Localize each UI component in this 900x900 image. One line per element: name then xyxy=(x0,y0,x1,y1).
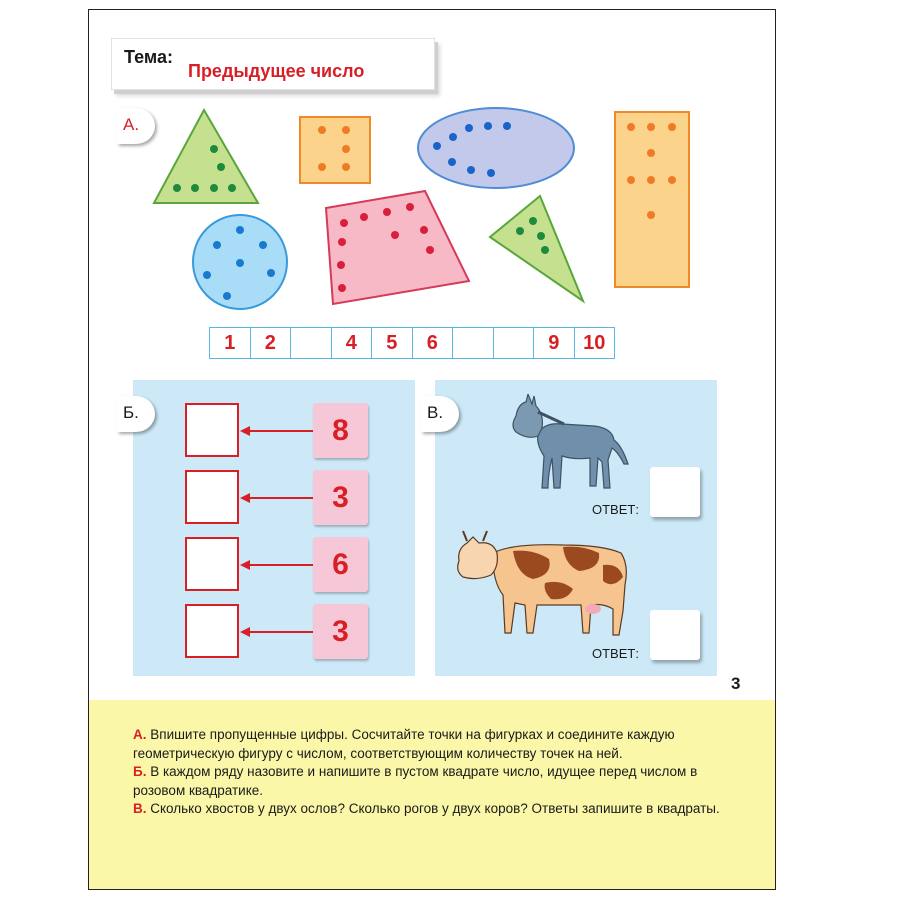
instruction-b xyxy=(133,763,733,800)
green-small-triangle-shape xyxy=(490,196,583,301)
section-b-badge xyxy=(117,396,155,432)
pink-quadrilateral-shape xyxy=(326,191,469,304)
answer-box-b2[interactable] xyxy=(185,470,239,524)
section-v-badge xyxy=(421,396,459,432)
section-v-label: В. xyxy=(427,403,444,422)
arrow-line xyxy=(247,564,313,566)
number-cell: 2 xyxy=(250,327,292,359)
topic-label: Тема: xyxy=(124,47,173,67)
green-triangle-shape xyxy=(154,110,258,203)
pink-number-box: 3 xyxy=(313,604,368,659)
topic-title: Предыдущее число xyxy=(188,61,365,81)
number-strip xyxy=(210,327,615,359)
instruction-a xyxy=(133,726,733,763)
section-a-label: А. xyxy=(123,115,140,134)
instructions-panel xyxy=(89,700,775,889)
cow-image xyxy=(453,525,635,640)
shapes-area xyxy=(89,10,775,320)
blue-circle-shape xyxy=(193,215,287,309)
pink-number-box: 3 xyxy=(313,470,368,525)
number-cell: 6 xyxy=(412,327,454,359)
orange-rectangle-shape xyxy=(615,112,689,287)
instruction-marker: В. xyxy=(133,801,147,816)
number-cell: 10 xyxy=(574,327,616,359)
instruction-text: В каждом ряду назовите и напишите в пустом квадрате число, идущее перед числом в розовом квадратике. xyxy=(133,764,698,798)
missing-number-cell[interactable] xyxy=(290,327,332,359)
answer-box-cow[interactable] xyxy=(650,610,700,660)
instruction-marker: А. xyxy=(133,727,147,742)
number-cell: 4 xyxy=(331,327,373,359)
number-cell: 1 xyxy=(209,327,251,359)
instruction-text: Впишите пропущенные цифры. Сосчитайте точки на фигурках и соедините каждую геометрическую фигуру с числом, соответствующим количеству точек на ней. xyxy=(133,727,675,761)
answer-box-donkey[interactable] xyxy=(650,467,700,517)
missing-number-cell[interactable] xyxy=(493,327,535,359)
pink-number-box: 6 xyxy=(313,537,368,592)
instruction-text: Сколько хвостов у двух ослов? Сколько рогов у двух коров? Ответы запишите в квадраты. xyxy=(146,801,720,816)
answer-box-b4[interactable] xyxy=(185,604,239,658)
instruction-v xyxy=(133,800,733,819)
workbook-page xyxy=(88,9,776,890)
number-cell: 5 xyxy=(371,327,413,359)
missing-number-cell[interactable] xyxy=(452,327,494,359)
answer-label-donkey: ОТВЕТ: xyxy=(592,502,639,517)
answer-box-b3[interactable] xyxy=(185,537,239,591)
donkey-image xyxy=(504,394,640,494)
instruction-marker: Б. xyxy=(133,764,147,779)
answer-box-b1[interactable] xyxy=(185,403,239,457)
page-number: 3 xyxy=(731,674,741,693)
arrow-line xyxy=(247,430,313,432)
section-b-label: Б. xyxy=(123,403,139,422)
arrow-line xyxy=(247,631,313,633)
orange-square-shape xyxy=(300,117,370,183)
pink-number-box: 8 xyxy=(313,403,368,458)
number-cell: 9 xyxy=(533,327,575,359)
blue-ellipse-shape xyxy=(418,108,574,188)
arrow-line xyxy=(247,497,313,499)
answer-label-cow: ОТВЕТ: xyxy=(592,646,639,661)
